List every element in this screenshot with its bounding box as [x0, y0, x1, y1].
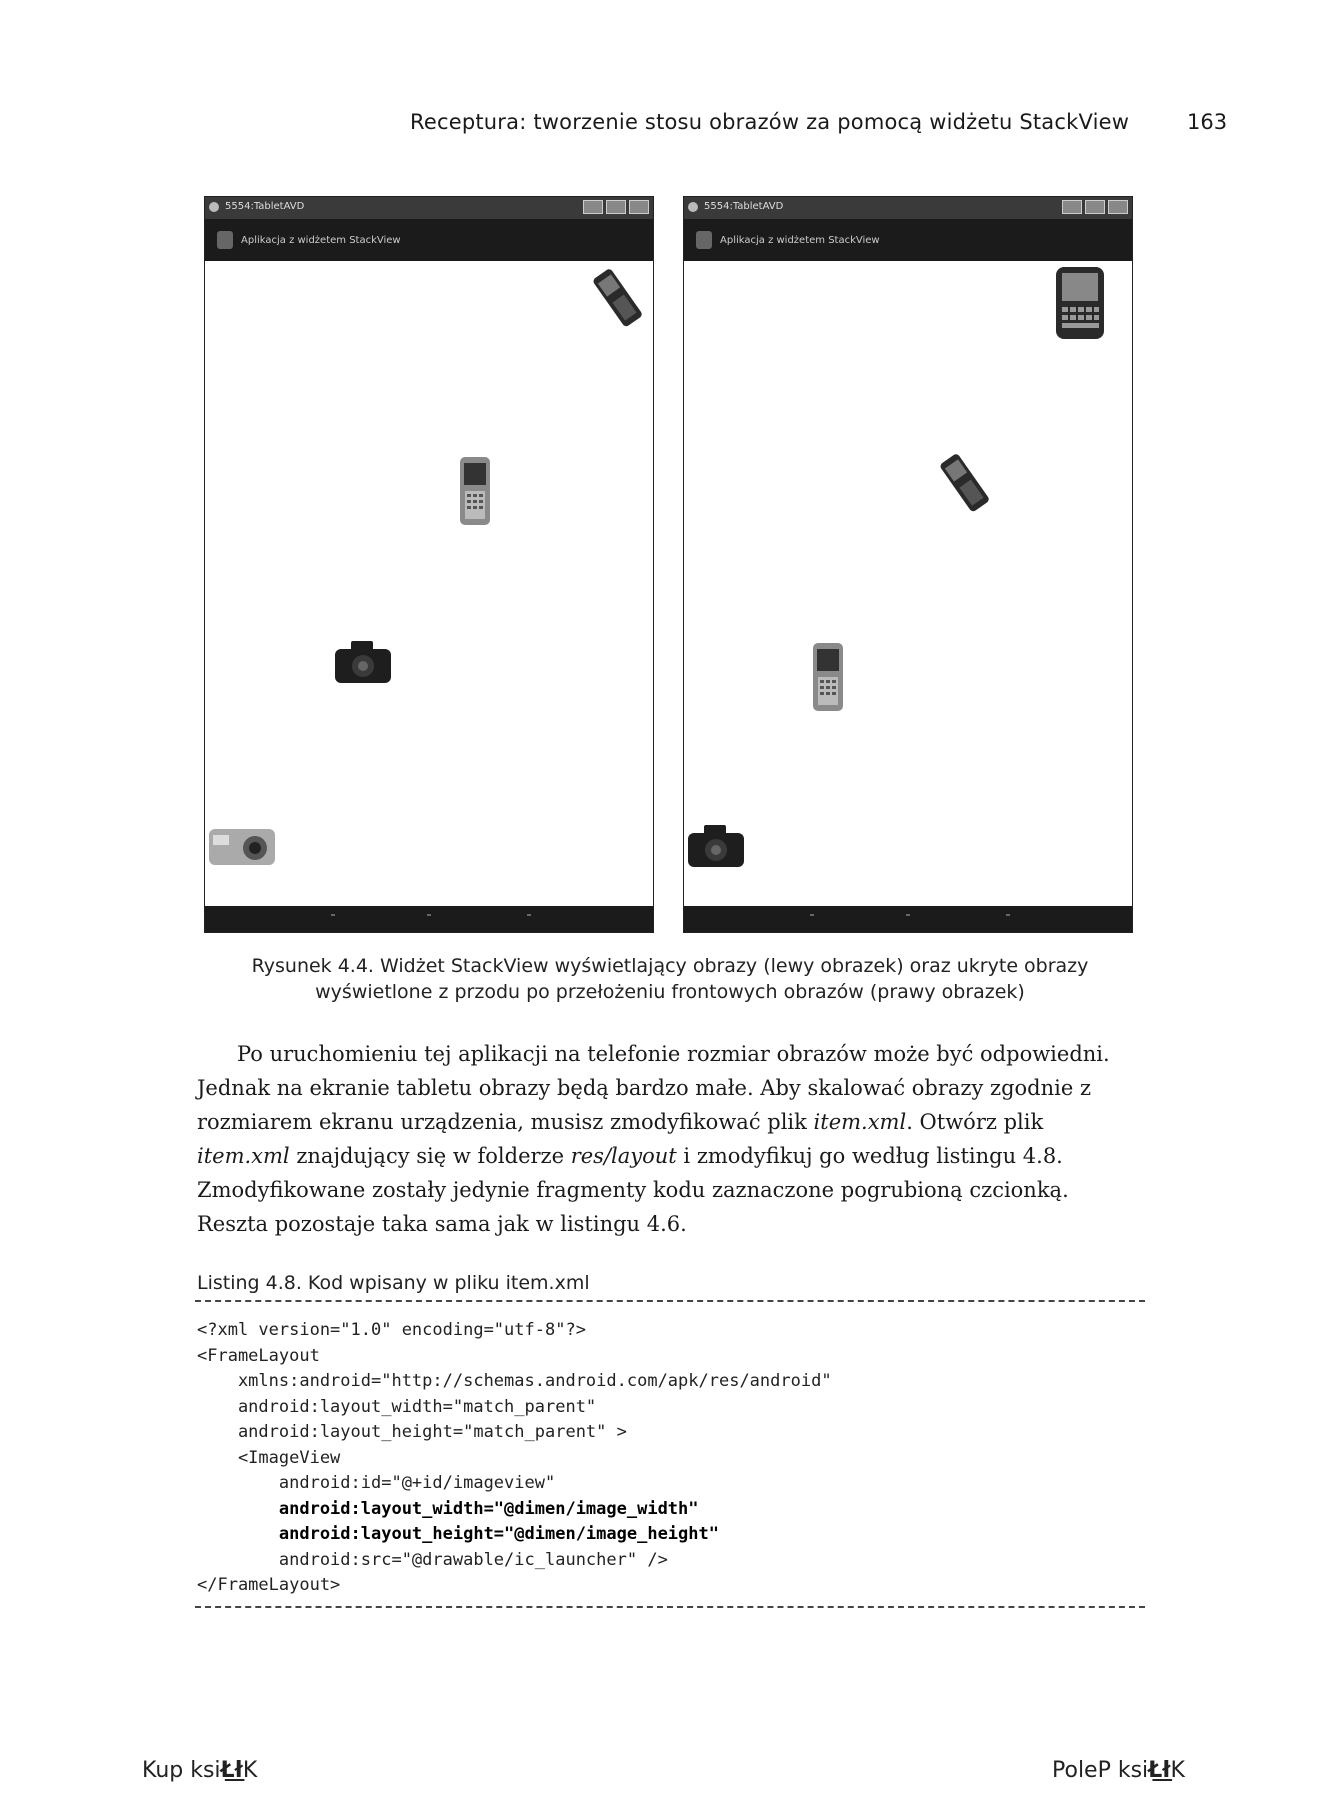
caption-line-2: wyświetlone z przodu po przełożeniu frontowych obrazów (prawy obrazek): [315, 981, 1025, 1003]
code-line: android:layout_height="@dimen/image_height": [197, 1524, 719, 1544]
dslr-camera-icon: [686, 823, 746, 876]
filename: item.xml: [813, 1110, 907, 1134]
code-line: android:src="@drawable/ic_launcher" />: [197, 1549, 668, 1570]
emulator-titlebar: [684, 197, 1132, 219]
emulator-title: 5554:TabletAVD: [225, 201, 305, 212]
figure-right-screenshot: [683, 196, 1133, 933]
garbled-glyph-icon: Ł͟ł: [1148, 1758, 1171, 1783]
emulator-icon: [209, 202, 219, 212]
dslr-camera-icon: [333, 639, 393, 692]
figure-left-screenshot: [204, 196, 654, 933]
emulator-titlebar: [205, 197, 653, 219]
folder-path: res/layout: [570, 1144, 677, 1168]
app-actionbar: [205, 219, 653, 261]
running-head: Receptura: tworzenie stosu obrazów za pomocą widżetu StackView: [410, 110, 1130, 134]
close-icon: [629, 200, 649, 214]
code-line: android:layout_height="match_parent" >: [197, 1422, 627, 1442]
footer-buy-book-link[interactable]: Kup ksiŁ͟łK: [142, 1758, 258, 1783]
maximize-icon: [606, 200, 626, 214]
code-line: android:layout_width="match_parent": [197, 1396, 597, 1417]
flip-phone-icon: [930, 447, 1002, 524]
code-line: <ImageView: [197, 1447, 341, 1468]
code-line: <?xml version="1.0" encoding="utf-8"?>: [197, 1320, 586, 1340]
android-app-icon: [696, 231, 712, 249]
code-line: android:id="@+id/imageview": [197, 1473, 556, 1493]
smartphone-keyboard-icon: [1052, 265, 1108, 346]
emulator-title: 5554:TabletAVD: [704, 201, 784, 212]
body-text-run: znajdujący się w folderze: [289, 1144, 571, 1168]
app-actionbar: [684, 219, 1132, 261]
body-text-run: i zmodyfikuj go według listingu 4.8. Zmodyfikowane zostały jedynie fragmenty kodu zaznaczone pogrubioną czcionką. Reszta pozostaje taka sama jak w listingu 4.6.: [197, 1144, 1069, 1236]
listing-top-rule: [195, 1300, 1145, 1302]
code-line: android:layout_width="@dimen/image_width": [197, 1498, 699, 1519]
candybar-phone-icon: [457, 455, 493, 532]
listing-bottom-rule: [195, 1606, 1145, 1608]
candybar-phone-icon: [810, 641, 846, 718]
listing-title: Listing 4.8. Kod wpisany w pliku item.xml: [197, 1272, 590, 1294]
code-line: </FrameLayout>: [197, 1575, 341, 1595]
garbled-glyph-icon: Ł͟ł: [220, 1758, 243, 1783]
android-app-icon: [217, 231, 233, 249]
android-navbar: [684, 906, 1132, 932]
close-icon: [1108, 200, 1128, 214]
maximize-icon: [1085, 200, 1105, 214]
android-navbar: [205, 906, 653, 932]
compact-camera-icon: [207, 823, 277, 874]
body-text-run: . Otwórz plik: [906, 1110, 1044, 1134]
code-line: xmlns:android="http://schemas.android.com/apk/res/android": [197, 1371, 832, 1391]
app-title: Aplikacja z widżetem StackView: [241, 235, 401, 246]
app-title: Aplikacja z widżetem StackView: [720, 235, 880, 246]
body-paragraph: [197, 1037, 1122, 1241]
flip-phone-icon: [583, 262, 654, 339]
emulator-icon: [688, 202, 698, 212]
caption-line-1: Rysunek 4.4. Widżet StackView wyświetlający obrazy (lewy obrazek) oraz ukryte obrazy: [251, 955, 1089, 977]
filename: item.xml: [197, 1144, 290, 1168]
code-line: <FrameLayout: [197, 1345, 320, 1366]
footer-recommend-book-link[interactable]: PoleP ksiŁ͟łK: [1052, 1758, 1185, 1783]
figure-caption: [200, 953, 1140, 1005]
minimize-icon: [1062, 200, 1082, 214]
body-text-run: Po uruchomieniu tej aplikacji na telefonie rozmiar obrazów może być odpowiedni. Jednak na ekranie tabletu obrazy będą bardzo małe. Aby skalować obrazy zgodnie z rozmiarem ekranu urządzenia, musisz zmodyfikować plik: [197, 1042, 1110, 1134]
code-listing: [197, 1318, 832, 1599]
minimize-icon: [583, 200, 603, 214]
page-number: 163: [1187, 110, 1228, 134]
